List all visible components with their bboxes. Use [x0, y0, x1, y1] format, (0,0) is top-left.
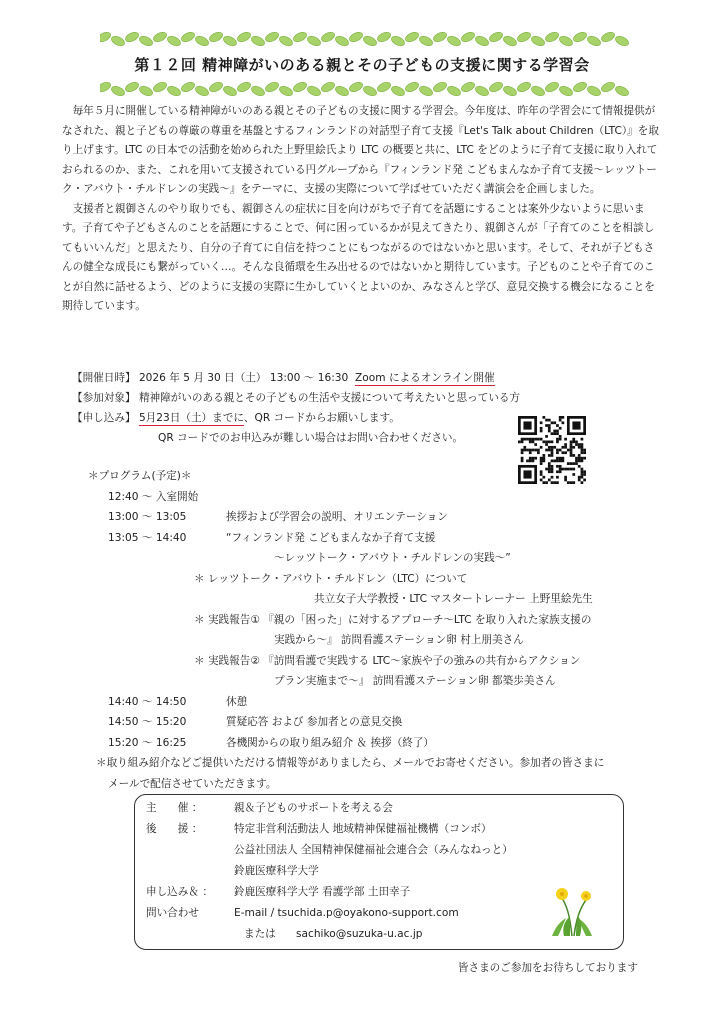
program-text: 質疑応答 および 参加者との意見交換 — [226, 716, 403, 728]
contact-label-2: 問い合わせ — [146, 907, 199, 919]
leaf-border-top — [100, 30, 630, 48]
intro-paragraph-2: 支援者と親御さんのやり取りでも、親御さんの症状に目を向けがちで子育てを話題にすることは案外少ないように思います。子育てや子どもさんのことを話題にすることで、何に困っているかが見えてきたり、親御さんが「子育てのことを相談してもいいんだ」と思えたり、自分の子育てに自信を持つことにもつながるのではないかと思います。そして、それが子どもさんの健全な成長にも繋がっていく…。そんな良循環を生み出せるのではないかと期待しています。子どものことや子育てのことが自然に話せるよう、どのように支援の実際に生かしていくとよいのか、みなさんと学び、意見交換する機会になることを期待しています。 — [62, 202, 655, 312]
apply-rest: 、QR コードからお願いします。 — [243, 412, 400, 424]
support-1: 特定非営利活動法人 地域精神保健福祉機構（コンボ） — [234, 823, 492, 835]
support-label: 後 援 ： — [146, 823, 203, 835]
program-text: 実践から～』 訪問看護ステーション卵 村上朋美さん — [274, 634, 524, 646]
target-label: 【参加対象】 — [72, 392, 136, 404]
apply-label: 【申し込み】 — [72, 412, 136, 424]
program-note-1: ＊取り組み紹介などご提供いただける情報等がありましたら、メールでお寄せください。参加者の皆さまに — [96, 757, 605, 769]
program-time: 13:05 ～ 14:40 — [108, 531, 187, 544]
date-value: 2026 年 5 月 30 日（土） 13:00 ～ 16:30 — [138, 372, 349, 384]
program-item — [88, 528, 688, 549]
program-text: 挨拶および学習会の説明、オリエンテーション — [226, 511, 448, 523]
dandelion-icon — [542, 878, 602, 936]
program-text: ＊ 実践報告① 『親の「困った」に対するアプローチ～LTC を取り入れた家族支援の — [194, 613, 592, 626]
program-item — [88, 692, 688, 713]
program-item — [88, 548, 688, 569]
leaf-border-bottom — [100, 80, 630, 98]
date-mode: Zoom によるオンライン開催 — [355, 372, 495, 384]
date-row — [72, 368, 672, 388]
closing-message: 皆さまのご参加をお待ちしております — [457, 962, 638, 974]
program — [88, 466, 688, 794]
program-item — [88, 507, 688, 528]
date-label: 【開催日時】 — [72, 372, 136, 384]
contact-label-1: 申し込み＆ ： — [146, 886, 213, 898]
program-note-2: メールで配信させていただきます。 — [108, 777, 277, 790]
program-time: 15:20 ～ 16:25 — [108, 736, 187, 749]
program-heading: ＊プログラム(予定)＊ — [88, 470, 192, 482]
program-item — [88, 733, 688, 754]
contact-org: 鈴鹿医療科学大学 看護学部 土田幸子 — [234, 886, 411, 898]
apply-deadline: 5月23日（土）までに — [138, 412, 244, 424]
host-name: 親＆子どものサポートを考える会 — [234, 802, 393, 814]
program-time: 14:40 ～ 14:50 — [108, 695, 187, 708]
program-time: 14:50 ～ 15:20 — [108, 716, 187, 728]
program-item — [88, 712, 688, 733]
email-1[interactable]: E-mail / tsuchida.p@oyakono-support.com — [234, 907, 459, 919]
target-row — [72, 388, 672, 408]
apply-note: QR コードでのお申込みが難しい場合はお問い合わせください。 — [158, 432, 464, 444]
program-text: 各機関からの取り組み紹介 ＆ 挨拶（終了） — [226, 736, 435, 749]
program-item — [88, 651, 688, 672]
support-3: 鈴鹿医療科学大学 — [234, 865, 319, 877]
or-label: または — [244, 928, 276, 940]
program-text: ～レッツトーク・アバウト・チルドレンの実践～” — [274, 552, 511, 564]
program-text: プラン実施まで～』 訪問看護ステーション卵 都築歩美さん — [274, 675, 556, 687]
program-text: ＊ 実践報告② 『訪問看護で実践する LTC～家族や子の強みの共有からアクション — [194, 654, 581, 667]
host-label: 主 催 ： — [146, 802, 203, 814]
program-item — [88, 610, 688, 631]
intro-paragraph-1: 毎年５月に開催している精神障がいのある親とその子どもの支援に関する学習会。今年度は、昨年の学習会にて情報提供がなされた、親と子どもの尊厳の尊重を基盤とするフィンランドの対話型子育て支援『Let's Talk about Children（LTC）』を取り上げます。LTC の日本での活動を始められた上野里絵氏より LTC の概要と共に、LTC をどのように子育て支援に取り入れておられるのか、また、これを用いて支援されている円グループから『フィンランド発 こどもまんなか子育て支援～レッツトーク・アバウト・チルドレンの実践～』をテーマに、支援の実際について学ばせていただく講演会を企画しました。 — [62, 105, 659, 195]
intro-text — [62, 102, 662, 317]
program-item — [88, 487, 688, 508]
program-time: 13:00 ～ 13:05 — [108, 511, 187, 523]
program-item — [88, 589, 688, 610]
program-text: 共立女子大学教授・LTC マスタートレーナー 上野里絵先生 — [314, 593, 593, 605]
email-2[interactable]: sachiko@suzuka-u.ac.jp — [296, 928, 423, 940]
program-text: “フィンランド発 こどもまんなか子育て支援 — [226, 531, 436, 544]
program-text: ＊ レッツトーク・アバウト・チルドレン（LTC）について — [194, 572, 468, 585]
program-text: 休憩 — [226, 695, 248, 708]
target-value: 精神障がいのある親とその子どもの生活や支援について考えたいと思っている方 — [138, 392, 521, 404]
organizer-info — [146, 798, 546, 945]
page-title: 第１２回 精神障がいのある親とその子どもの支援に関する学習会 — [134, 56, 590, 74]
support-2: 公益社団法人 全国精神保健福祉会連合会（みんなねっと） — [234, 844, 513, 856]
program-item — [88, 671, 688, 692]
program-time: 12:40 ～ 入室開始 — [108, 490, 199, 503]
program-item — [88, 630, 688, 651]
program-item — [88, 569, 688, 590]
